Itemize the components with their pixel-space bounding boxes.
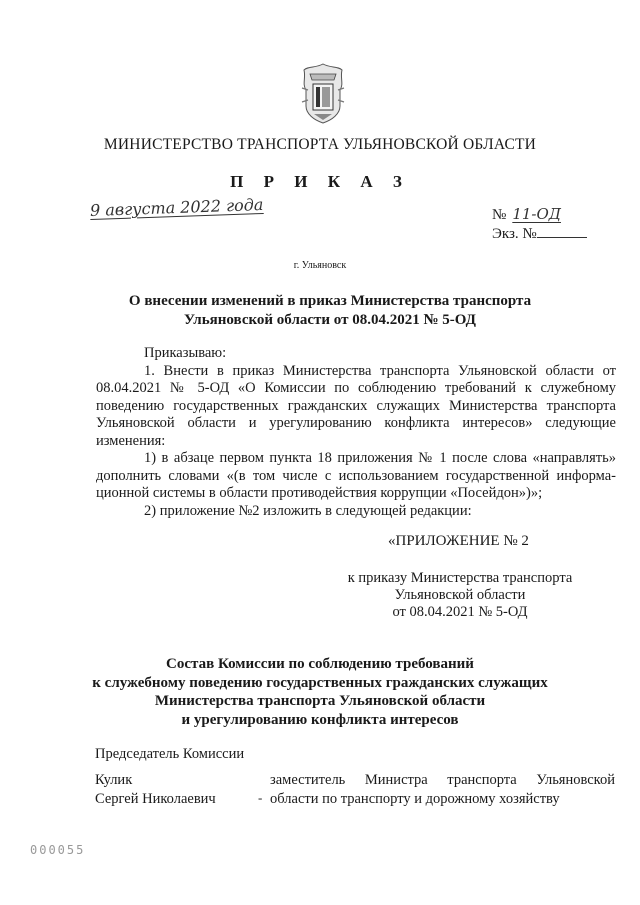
order-body bbox=[96, 345, 616, 520]
composition-line: к служебному поведению государственных гражданских служащих bbox=[92, 674, 548, 691]
copy-number-blank bbox=[537, 237, 587, 238]
subject-line: Ульяновской области от 08.04.2021 № 5-ОД bbox=[183, 312, 477, 328]
member-name bbox=[95, 771, 216, 809]
composition-line: Состав Комиссии по соблюдению требований bbox=[166, 656, 474, 672]
member-given-names: Сергей Николаевич bbox=[95, 791, 216, 807]
appendix-reference bbox=[340, 570, 580, 621]
body-paragraph: 2) приложение №2 изложить в следующей редакции: bbox=[144, 502, 472, 519]
composition-line: Министерства транспорта Ульяновской области bbox=[154, 693, 486, 709]
body-paragraph: 1) в абзаце первом пункта 18 приложения № 1 после слова «направлять» дополнить словами «(в том числе с использованием государственной информа-ционной системы в области противодействия коррупции «Посейдон»)»; bbox=[96, 450, 616, 501]
ministry-title: МИНИСТЕРСТВО ТРАНСПОРТА УЛЬЯНОВСКОЙ ОБЛАСТИ bbox=[103, 136, 537, 153]
body-paragraph: Приказываю: bbox=[144, 345, 227, 361]
member-surname: Кулик bbox=[95, 772, 133, 788]
composition-line: и урегулированию конфликта интересов bbox=[181, 711, 459, 728]
body-paragraph: 1. Внести в приказ Министерства транспорта Ульяновской области от 08.04.2021 № 5-ОД «О Комиссии по соблюдению требований к служебному поведению государственных гражданских служащих Министерства транспорта Ульяновской области и урегулированию конфликта интересов» следующие изменения: bbox=[96, 362, 616, 449]
handwritten-date: 9 августа 2022 года bbox=[89, 194, 264, 221]
chair-label: Председатель Комиссии bbox=[95, 746, 245, 762]
position-line: области по транспорту и дорожному хозяйству bbox=[270, 791, 560, 807]
appendix-ref-line: Ульяновской области bbox=[394, 587, 526, 603]
position-line: заместитель Министра транспорта Ульяновской bbox=[270, 772, 615, 788]
order-number bbox=[492, 205, 567, 224]
appendix-ref-line: от 08.04.2021 № 5-ОД bbox=[392, 604, 528, 620]
city-label: г. Ульяновск bbox=[293, 260, 347, 271]
handwritten-number: 11-ОД bbox=[512, 205, 561, 223]
order-subject bbox=[100, 292, 560, 330]
document-type: П Р И К А З bbox=[230, 172, 410, 191]
appendix-title: «ПРИЛОЖЕНИЕ № 2 bbox=[388, 533, 529, 549]
copy-number bbox=[492, 226, 587, 243]
page-stamp-number: 000055 bbox=[30, 843, 86, 857]
copy-label: Экз. № bbox=[492, 226, 537, 242]
appendix-ref-line: к приказу Министерства транспорта bbox=[347, 570, 573, 586]
commission-composition-title bbox=[90, 655, 550, 729]
coat-of-arms-icon bbox=[300, 60, 346, 126]
number-prefix: № bbox=[492, 207, 507, 223]
subject-line: О внесении изменений в приказ Министерства транспорта bbox=[128, 293, 532, 309]
member-dash: - bbox=[258, 790, 263, 805]
member-position bbox=[270, 771, 615, 809]
